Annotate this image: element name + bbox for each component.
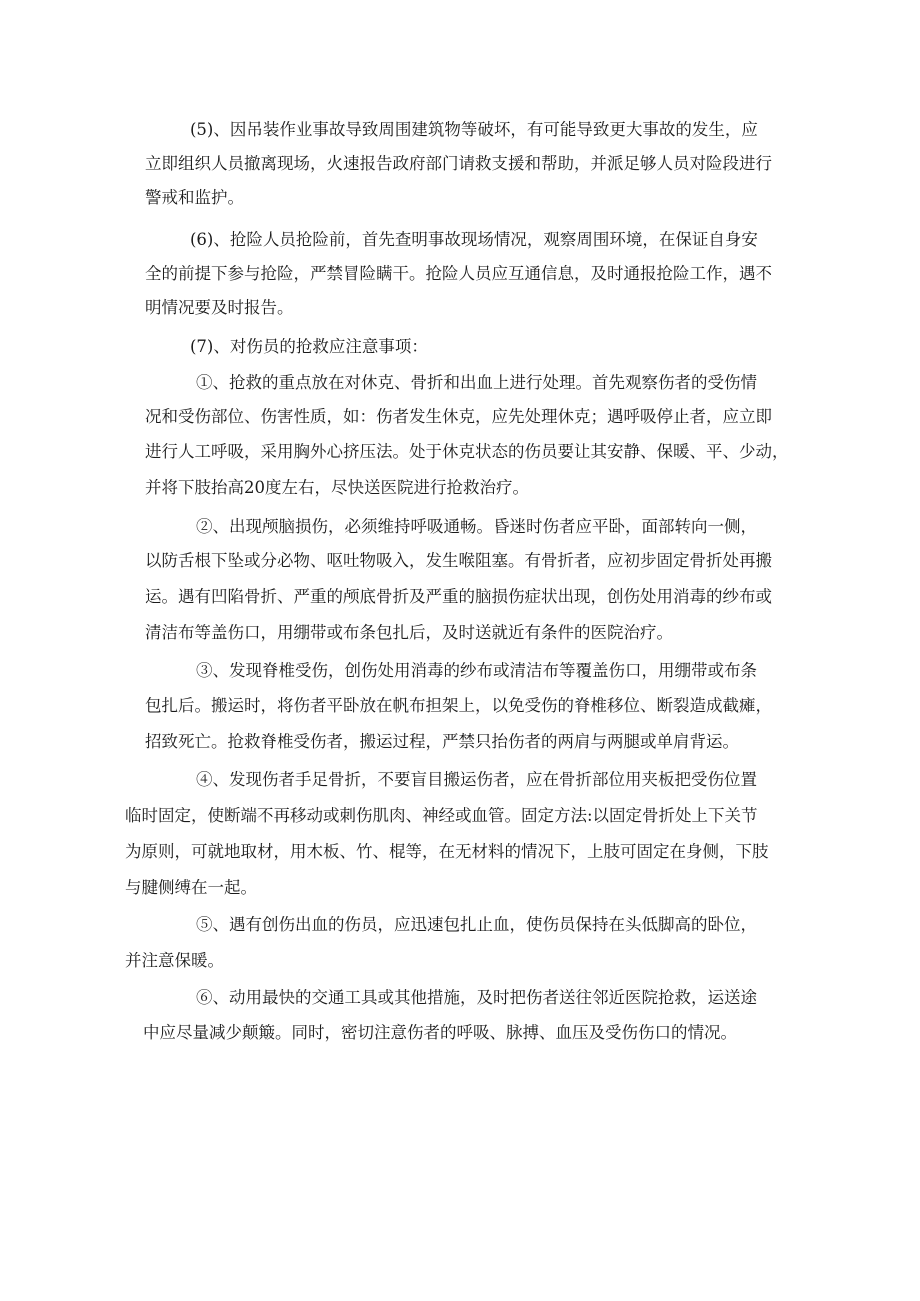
text-line-19: ④、发现伤者手足骨折，不要盲目搬运伤者，应在骨折部位用夹板把受伤位置: [196, 770, 757, 789]
text-line-21: 为原则，可就地取材，用木板、竹、棍等，在无材料的情况下，上肢可固定在身侧，下肢: [125, 842, 769, 861]
text-line-3: 警戒和监护。: [145, 188, 244, 207]
text-line-2: 立即组织人员撤离现场，火速报告政府部门请救支援和帮助，并派足够人员对险段进行: [145, 154, 772, 173]
text-line-18: 招致死亡。抢救脊椎受伤者，搬运过程，严禁只抬伤者的两肩与两腿或单肩背运。: [145, 732, 739, 751]
text-line-6: 明情况要及时报告。: [145, 298, 294, 317]
text-line-16: ③、发现脊椎受伤，创伤处用消毒的纱布或清洁布等覆盖伤口，用绷带或布条: [196, 661, 757, 680]
text-line-8: ①、抢救的重点放在对休克、骨折和出血上进行处理。首先观察伤者的受伤情: [196, 373, 757, 392]
text-line-26: 中应尽量减少颠簸。同时，密切注意伤者的呼吸、脉搏、血压及受伤伤口的情况。: [143, 1023, 737, 1042]
text-line-9: 况和受伤部位、伤害性质，如：伤者发生休克，应先处理休克；遇呼吸停止者，应立即: [145, 407, 772, 426]
text-line-17: 包扎后。搬运时，将伤者平卧放在帆布担架上，以免受伤的脊椎移位、断裂造成截瘫，: [145, 696, 772, 715]
text-line-5: 全的前提下参与抢险，严禁冒险瞒干。抢险人员应互通信息，及时通报抢险工作，遇不: [145, 264, 772, 283]
text-line-23: ⑤、遇有创伤出血的伤员，应迅速包扎止血，使伤员保持在头低脚高的卧位，: [196, 915, 757, 934]
text-line-13: 以防舌根下坠或分必物、呕吐物吸入，发生喉阻塞。有骨折者，应初步固定骨折处再搬: [145, 551, 772, 570]
text-line-12: ②、出现颅脑损伤，必须维持呼吸通畅。昏迷时伤者应平卧，面部转向一侧，: [196, 517, 757, 536]
text-line-11: 并将下肢抬高20度左右，尽快送医院进行抢救治疗。: [145, 478, 529, 497]
text-line-20: 临时固定，使断端不再移动或刺伤肌肉、神经或血管。固定方法:以固定骨折处上下关节: [125, 806, 758, 825]
text-line-1: (5)、因吊装作业事故导致周围建筑物等破坏，有可能导致更大事故的发生，应: [190, 120, 758, 139]
text-line-14: 运。遇有凹陷骨折、严重的颅底骨折及严重的脑损伤症状出现，创伤处用消毒的纱布或: [145, 587, 772, 606]
text-line-4: (6)、抢险人员抢险前，首先查明事故现场情况，观察周围环境，在保证自身安: [190, 230, 758, 249]
text-line-22: 与腱侧缚在一起。: [125, 878, 257, 897]
text-line-25: ⑥、动用最快的交通工具或其他措施，及时把伤者送往邻近医院抢救，运送途: [196, 988, 757, 1007]
text-line-7: (7)、对伤员的抢救应注意事项：: [190, 337, 428, 356]
text-line-15: 清洁布等盖伤口，用绷带或布条包扎后，及时送就近有条件的医院治疗。: [145, 623, 673, 642]
text-line-24: 并注意保暖。: [125, 951, 224, 970]
text-line-10: 进行人工呼吸，采用胸外心挤压法。处于休克状态的伤员要让其安静、保暖、平、少动，: [145, 442, 789, 461]
